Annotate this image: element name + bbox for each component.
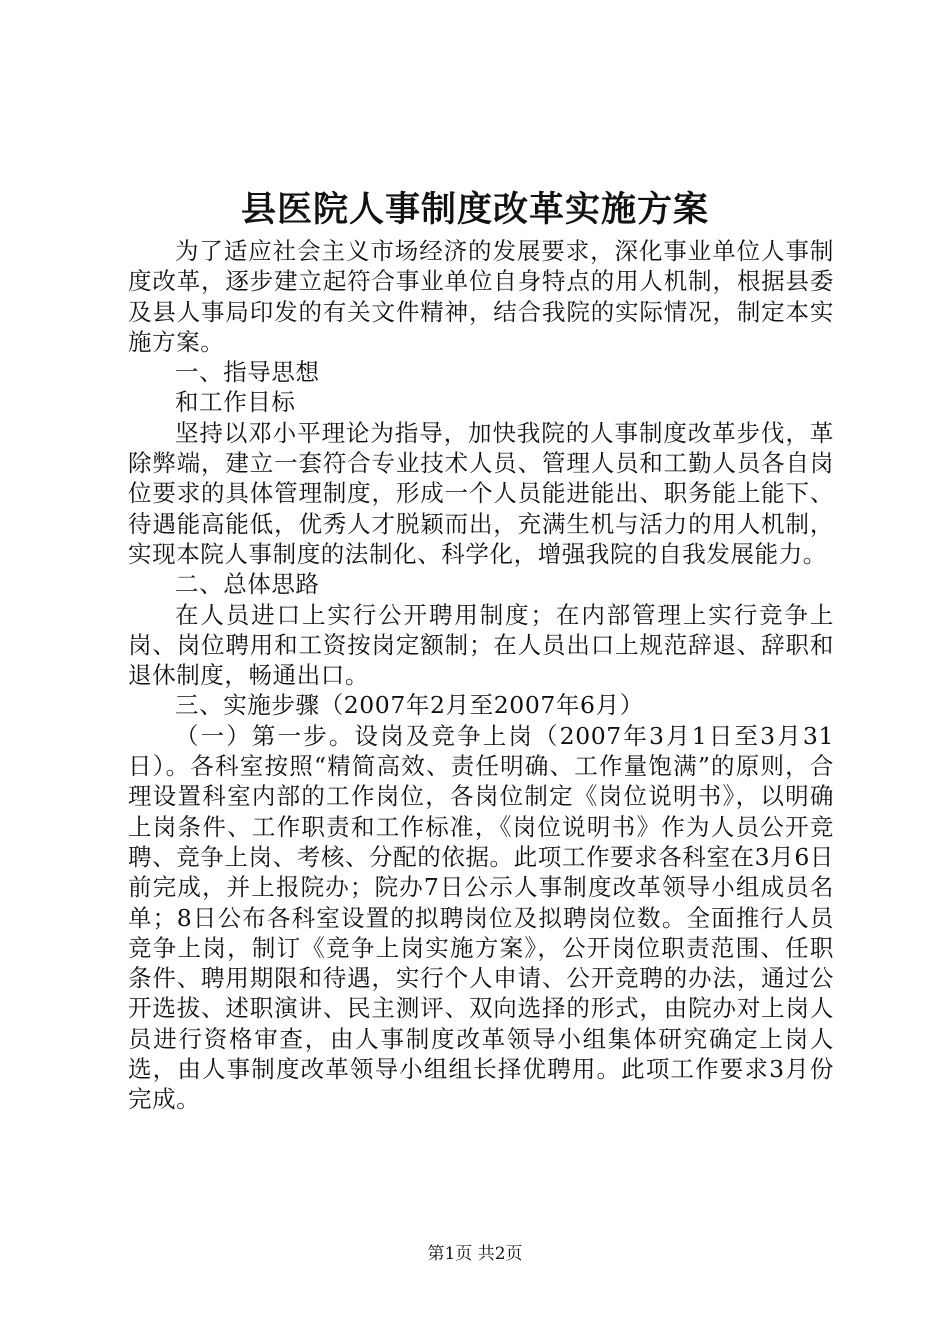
- document-body: [128, 236, 834, 1115]
- guiding-principle-paragraph: 坚持以邓小平理论为指导，加快我院的人事制度改革步伐，革除弊端，建立一套符合专业技术人员、管理人员和工勤人员各自岗位要求的具体管理制度，形成一个人员能进能出、职务能上能下、待遇能高能低，优秀人才脱颖而出，充满生机与活力的用人机制，实现本院人事制度的法制化、科学化，增强我院的自我发展能力。: [128, 418, 834, 568]
- section-heading-1: 一、指导思想: [175, 358, 320, 387]
- page-footer: 第1页 共2页: [427, 1244, 523, 1264]
- document-title: 县医院人事制度改革实施方案: [240, 189, 709, 230]
- section-heading-2: 二、总体思路: [175, 570, 320, 599]
- step-one-paragraph: （一）第一步。设岗及竞争上岗（2007年3月1日至3月31日）。各科室按照“精简高效、责任明确、工作量饱满”的原则，合理设置科室内部的工作岗位，各岗位制定《岗位说明书》，以明确上岗条件、工作职责和工作标准，《岗位说明书》作为人员公开竞聘、竞争上岗、考核、分配的依据。此项工作要求各科室在3月6日前完成，并上报院办；院办7日公示人事制度改革领导小组成员名单；8日公布各科室设置的拟聘岗位及拟聘岗位数。全面推行人员竞争上岗，制订《竞争上岗实施方案》，公开岗位职责范围、任职条件、聘用期限和待遇，实行个人申请、公开竞聘的办法，通过公开选拔、述职演讲、民主测评、双向选择的形式，由院办对上岗人员进行资格审查，由人事制度改革领导小组集体研究确定上岗人选，由人事制度改革领导小组组长择优聘用。此项工作要求3月份完成。: [128, 721, 834, 1114]
- overall-approach-paragraph: 在人员进口上实行公开聘用制度；在内部管理上实行竞争上岗、岗位聘用和工资按岗定额制；在人员出口上规范辞退、辞职和退休制度，畅通出口。: [128, 600, 834, 690]
- section-heading-1-continued: 和工作目标: [175, 388, 296, 417]
- intro-paragraph: 为了适应社会主义市场经济的发展要求，深化事业单位人事制度改革，逐步建立起符合事业单位自身特点的用人机制，根据县委及县人事局印发的有关文件精神，结合我院的实际情况，制定本实施方案。: [128, 237, 834, 356]
- section-heading-3: 三、实施步骤（2007年2月至2007年6月）: [175, 691, 644, 720]
